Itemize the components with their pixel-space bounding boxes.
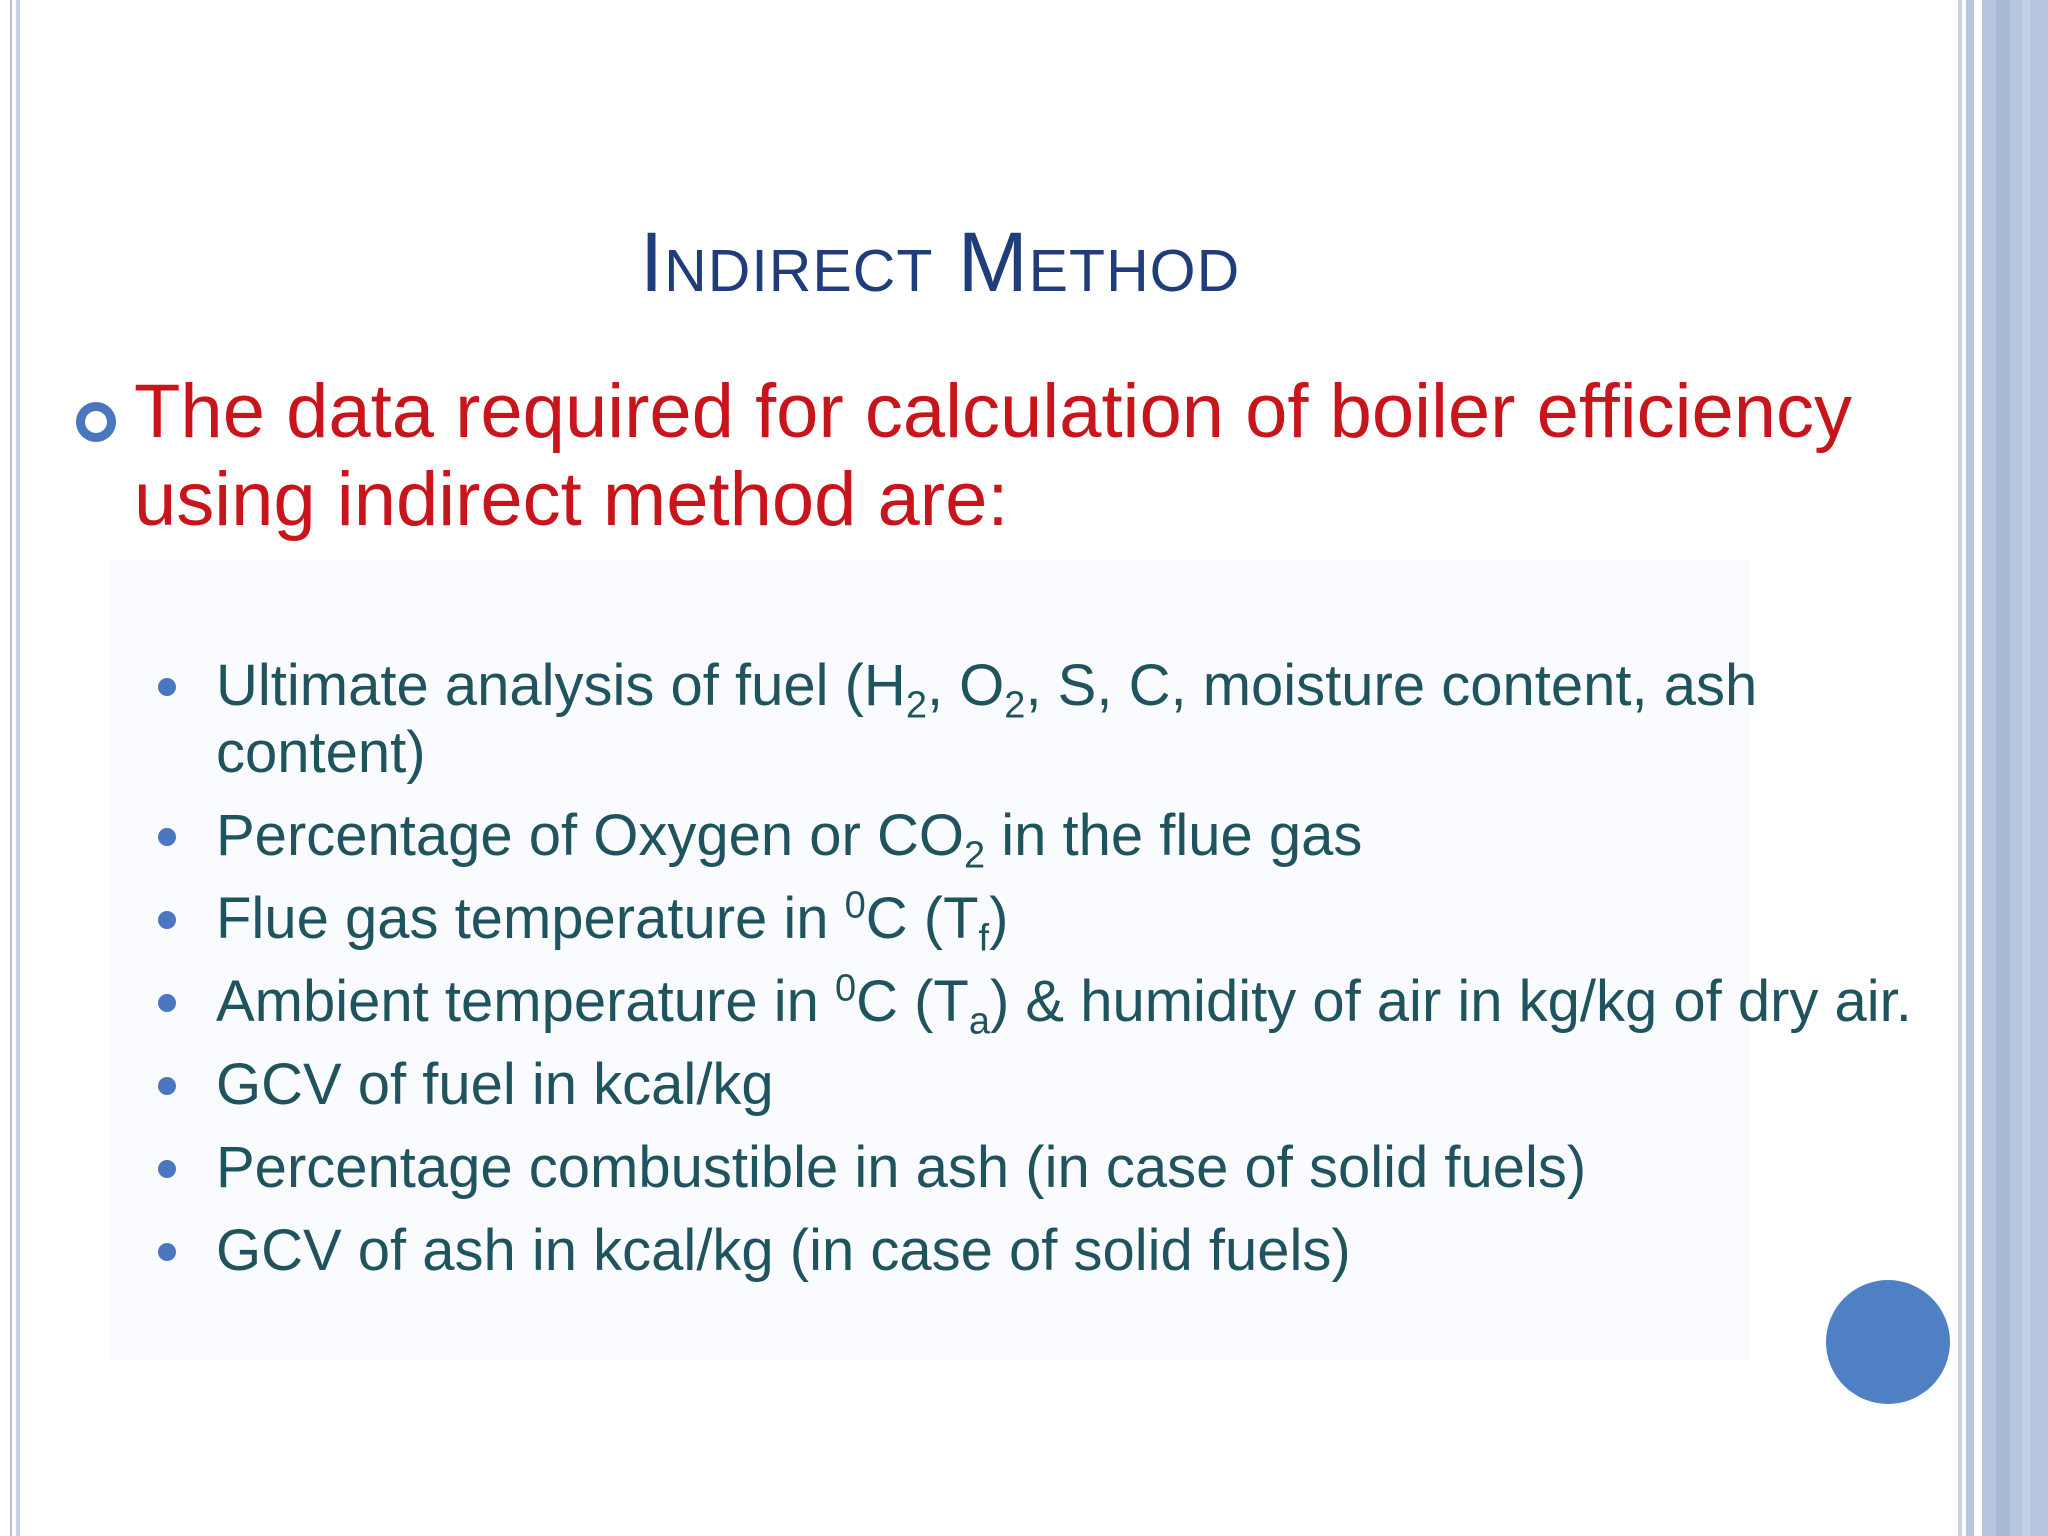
list-item-text (216, 653, 1757, 785)
list-item (150, 1217, 1950, 1284)
text-run: Flue gas temperature in (216, 886, 845, 951)
right-decorative-band (1982, 0, 2048, 1536)
superscript: 0 (844, 884, 866, 927)
subscript: 2 (963, 834, 986, 877)
text-run: C (T (865, 886, 979, 951)
filled-circle-decoration (1826, 1280, 1950, 1404)
text-run: Ambient temperature in (216, 969, 835, 1034)
text-run: Percentage of Oxygen or CO (216, 803, 964, 868)
filled-dot-bullet-icon (158, 1077, 176, 1095)
text-run: , S, C, moisture content, ash content) (216, 653, 1758, 785)
main-bullet-text: The data required for calculation of boiler efficiency using indirect method are: (134, 369, 1853, 542)
filled-dot-bullet-icon (158, 1160, 176, 1178)
superscript: 0 (834, 967, 857, 1010)
list-item (150, 884, 1950, 960)
text-run: C (T (856, 969, 969, 1034)
list-item-text (216, 1135, 1586, 1200)
right-frame-line-inner (1966, 0, 1974, 1536)
text-run: , O (926, 653, 1005, 718)
data-requirements-list (150, 652, 1950, 1300)
subscript: 2 (1004, 684, 1026, 727)
text-run: ) & humidity of air in kg/kg of dry air. (990, 969, 1912, 1034)
subscript: a (968, 1000, 990, 1043)
text-run: ) (989, 886, 1009, 951)
hollow-circle-bullet-icon (76, 402, 116, 442)
list-item-text (216, 884, 1009, 960)
list-item-text (216, 967, 1912, 1043)
filled-dot-bullet-icon (158, 678, 176, 696)
list-item (150, 652, 1950, 786)
list-item (150, 1051, 1950, 1118)
slide-title: Indirect Method (639, 215, 1241, 309)
text-run: Percentage combustible in ash (in case of solid fuels) (216, 1135, 1587, 1200)
filled-dot-bullet-icon (158, 828, 176, 846)
filled-dot-bullet-icon (158, 994, 176, 1012)
filled-dot-bullet-icon (158, 1243, 176, 1261)
text-run: GCV of fuel in kcal/kg (216, 1052, 774, 1117)
list-item (150, 1134, 1950, 1201)
list-item (150, 802, 1950, 877)
subscript: 2 (905, 684, 927, 727)
list-item-text (216, 1052, 774, 1117)
list-item-text (216, 1218, 1351, 1283)
list-item-text (216, 803, 1363, 877)
right-frame-line (1958, 0, 1962, 1536)
right-decorative-stripe-light (2022, 0, 2030, 1536)
right-decorative-stripe (1996, 0, 2010, 1536)
subscript: f (978, 917, 990, 960)
list-item (150, 967, 1950, 1043)
text-run: in the flue gas (985, 803, 1363, 868)
text-run: Ultimate analysis of fuel (H (216, 653, 906, 718)
filled-dot-bullet-icon (158, 911, 176, 929)
text-run: GCV of ash in kcal/kg (in case of solid fuels) (216, 1218, 1351, 1283)
